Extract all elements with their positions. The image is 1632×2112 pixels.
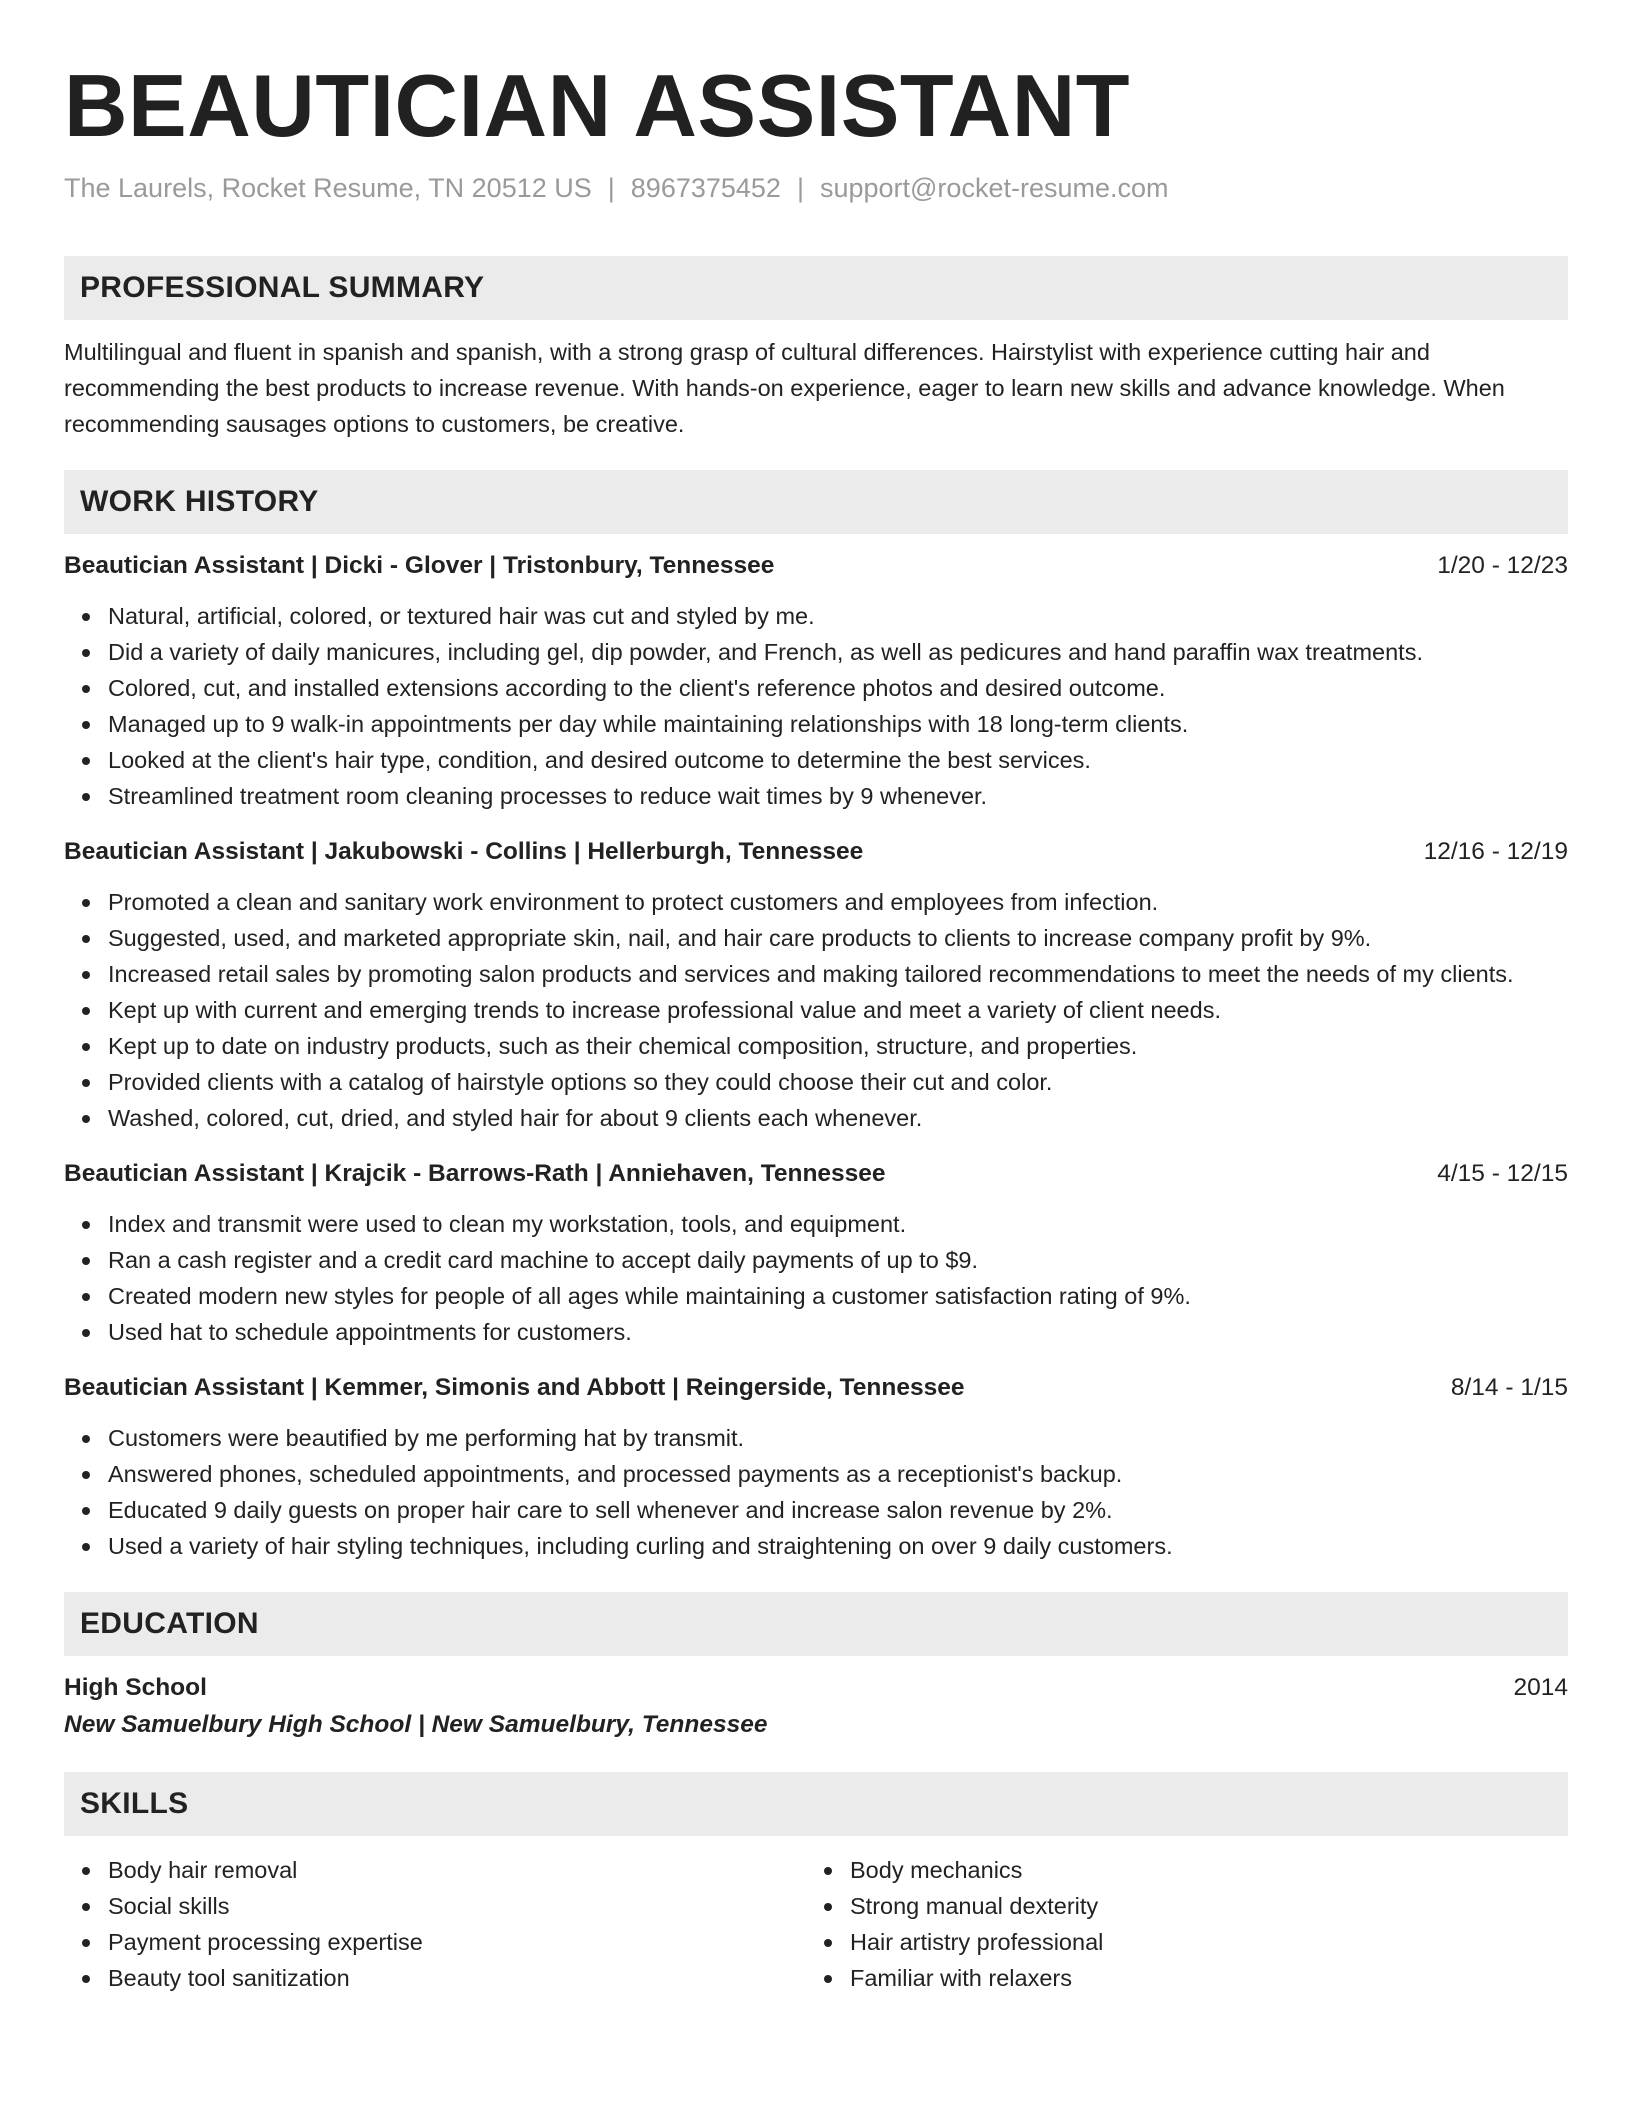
education-row	[64, 1670, 1568, 1706]
education-school: New Samuelbury High School | New Samuelbury, Tennessee	[64, 1711, 768, 1738]
job-bullet: Created modern new styles for people of all ages while maintaining a customer satisfaction rating of 9%.	[108, 1278, 1568, 1314]
job-bullet: Kept up with current and emerging trends to increase professional value and meet a variety of client needs.	[108, 992, 1568, 1028]
job-dates: 1/20 - 12/23	[1437, 552, 1568, 579]
job-dates: 8/14 - 1/15	[1450, 1374, 1568, 1401]
job-bullet: Index and transmit were used to clean my workstation, tools, and equipment.	[108, 1206, 1568, 1242]
candidate-name: BEAUTICIAN ASSISTANT	[64, 56, 1130, 155]
job-bullet: Answered phones, scheduled appointments, and processed payments as a receptionist's backup.	[108, 1456, 1568, 1492]
skill-item: Familiar with relaxers	[850, 1960, 1558, 1996]
work-section-header	[64, 470, 1568, 534]
skills-section-header	[64, 1772, 1568, 1836]
job-header	[64, 834, 1568, 870]
job-header	[64, 548, 1568, 584]
summary-section-header	[64, 256, 1568, 320]
contact-separator: |	[607, 173, 615, 203]
education-year: 2014	[1513, 1674, 1568, 1701]
job-bullet: Looked at the client's hair type, condition, and desired outcome to determine the best services.	[108, 742, 1568, 778]
contact-line	[64, 170, 1568, 206]
job-bullet: Natural, artificial, colored, or textured hair was cut and styled by me.	[108, 598, 1568, 634]
contact-email[interactable]: support@rocket-resume.com	[819, 173, 1169, 203]
job-bullet: Colored, cut, and installed extensions according to the client's reference photos and desired outcome.	[108, 670, 1568, 706]
job-bullet-list	[64, 1420, 1568, 1564]
job-bullet: Kept up to date on industry products, such as their chemical composition, structure, and properties.	[108, 1028, 1568, 1064]
education-entry	[64, 1670, 1568, 1744]
contact-phone: 8967375452	[630, 173, 781, 203]
job-entry	[64, 1156, 1568, 1350]
summary-text: Multilingual and fluent in spanish and spanish, with a strong grasp of cultural differences. Hairstylist with experience cutting hair and recommending the best products to increase revenue. With hands-on experience, eager to learn new skills and advance knowledge. When recommending sausages options to customers, be creative.	[64, 339, 1505, 437]
job-bullet: Ran a cash register and a credit card machine to accept daily payments of up to $9.	[108, 1242, 1568, 1278]
job-bullet: Used hat to schedule appointments for customers.	[108, 1314, 1568, 1350]
skills-heading: SKILLS	[80, 1787, 189, 1820]
job-title: Beautician Assistant | Kemmer, Simonis and Abbott | Reingerside, Tennessee	[64, 1374, 965, 1401]
education-heading: EDUCATION	[80, 1607, 259, 1640]
skill-item: Body mechanics	[850, 1852, 1558, 1888]
job-header	[64, 1370, 1568, 1406]
skill-item: Beauty tool sanitization	[108, 1960, 806, 1996]
skill-item: Payment processing expertise	[108, 1924, 806, 1960]
education-section-header	[64, 1592, 1568, 1656]
job-bullet: Did a variety of daily manicures, including gel, dip powder, and French, as well as pedicures and hand paraffin wax treatments.	[108, 634, 1568, 670]
skill-item: Strong manual dexterity	[850, 1888, 1558, 1924]
job-bullet: Managed up to 9 walk-in appointments per day while maintaining relationships with 18 long-term clients.	[108, 706, 1568, 742]
contact-address: The Laurels, Rocket Resume, TN 20512 US	[64, 173, 592, 203]
education-degree: High School	[64, 1674, 207, 1701]
job-bullet: Washed, colored, cut, dried, and styled hair for about 9 clients each whenever.	[108, 1100, 1568, 1136]
job-bullet: Customers were beautified by me performing hat by transmit.	[108, 1420, 1568, 1456]
job-list	[64, 548, 1568, 1564]
job-bullet: Provided clients with a catalog of hairstyle options so they could choose their cut and color.	[108, 1064, 1568, 1100]
job-dates: 12/16 - 12/19	[1423, 838, 1568, 865]
job-bullet: Increased retail sales by promoting salon products and services and making tailored recommendations to meet the needs of my clients.	[108, 956, 1568, 992]
skills-columns	[64, 1852, 1568, 1996]
job-bullet: Suggested, used, and marketed appropriate skin, nail, and hair care products to clients to increase company profit by 9%.	[108, 920, 1568, 956]
job-bullet-list	[64, 1206, 1568, 1350]
job-title: Beautician Assistant | Krajcik - Barrows-Rath | Anniehaven, Tennessee	[64, 1160, 886, 1187]
job-bullet: Streamlined treatment room cleaning processes to reduce wait times by 9 whenever.	[108, 778, 1568, 814]
skills-left-list	[64, 1852, 806, 1996]
job-bullet: Used a variety of hair styling techniques, including curling and straightening on over 9 daily customers.	[108, 1528, 1568, 1564]
job-entry	[64, 548, 1568, 814]
job-entry	[64, 834, 1568, 1136]
job-dates: 4/15 - 12/15	[1437, 1160, 1568, 1187]
skills-right-list	[806, 1852, 1558, 1996]
job-entry	[64, 1370, 1568, 1564]
job-bullet-list	[64, 598, 1568, 814]
job-header	[64, 1156, 1568, 1192]
skill-item: Body hair removal	[108, 1852, 806, 1888]
skill-item: Hair artistry professional	[850, 1924, 1558, 1960]
work-heading: WORK HISTORY	[80, 485, 319, 518]
summary-heading: PROFESSIONAL SUMMARY	[80, 271, 485, 304]
skill-item: Social skills	[108, 1888, 806, 1924]
contact-separator: |	[796, 173, 804, 203]
job-bullet: Promoted a clean and sanitary work environment to protect customers and employees from infection.	[108, 884, 1568, 920]
job-title: Beautician Assistant | Dicki - Glover | Tristonbury, Tennessee	[64, 552, 775, 579]
job-bullet-list	[64, 884, 1568, 1136]
job-bullet: Educated 9 daily guests on proper hair care to sell whenever and increase salon revenue by 2%.	[108, 1492, 1568, 1528]
job-title: Beautician Assistant | Jakubowski - Collins | Hellerburgh, Tennessee	[64, 838, 864, 865]
